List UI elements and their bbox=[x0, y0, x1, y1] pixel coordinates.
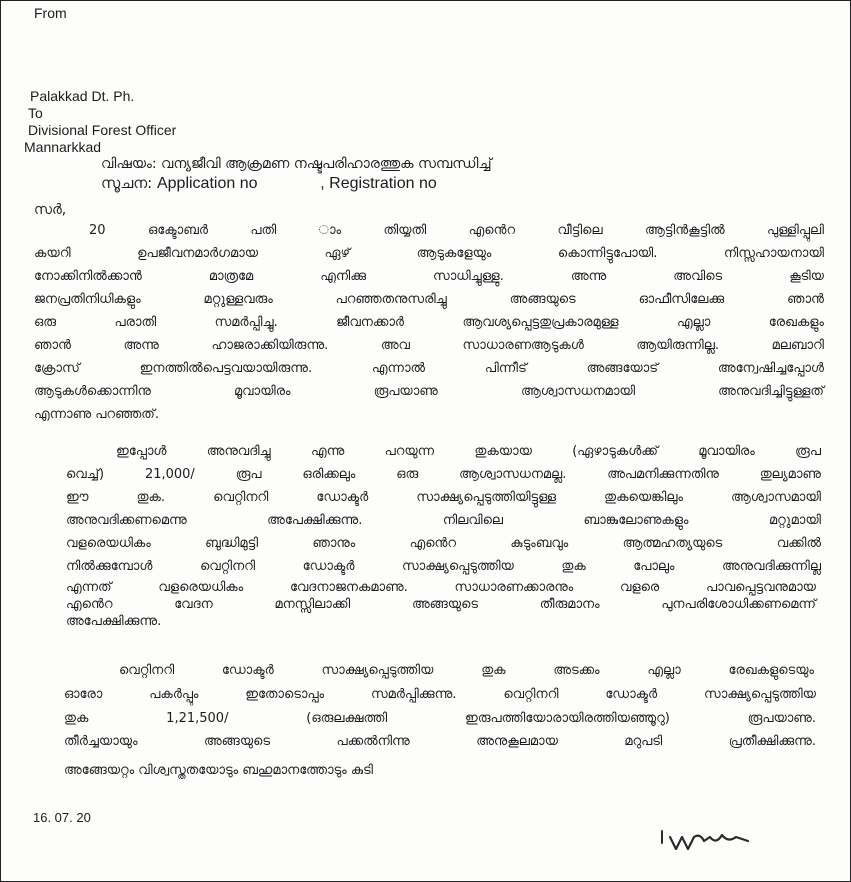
closing-line: അങ്ങേയറ്റം വിശ്വസ്തതയോടും ബഹുമാനത്തോടും കുടി bbox=[64, 763, 374, 778]
word: ആശ്വാസമായി bbox=[731, 490, 821, 505]
paragraph-line bbox=[66, 489, 821, 506]
word: അങ്ങയുടെ bbox=[509, 292, 576, 307]
word: (ഏഴാടുകൾക്ക് bbox=[572, 444, 658, 459]
registration-number-label: , Registration no bbox=[320, 175, 437, 192]
word: അന്നു bbox=[123, 338, 159, 353]
word: ക്രോസ് bbox=[34, 361, 80, 376]
word: അങ്ങയോട് bbox=[586, 361, 659, 376]
word: അനുവദിക്കുന്നില്ല bbox=[722, 559, 821, 574]
word: രൂപ bbox=[235, 467, 262, 482]
word: കൂടിയ bbox=[789, 269, 824, 284]
word: ആടുകൾക്കൊന്നിനു bbox=[34, 384, 151, 399]
word: വേദനാജനകമാണു. bbox=[289, 580, 408, 595]
paragraph-line: എന്നാണു പറഞ്ഞത്. bbox=[34, 407, 159, 422]
word: എന്നത് bbox=[66, 580, 112, 595]
word: പരാതി bbox=[114, 315, 157, 330]
word: ജനപ്രതിനിധികളും bbox=[34, 292, 141, 307]
word: അനുകൂലമായ bbox=[476, 734, 558, 749]
word: സാക്ഷ്യപ്പെടുത്തിയിട്ടുള്ള bbox=[416, 490, 557, 505]
word: കുടുംബവും bbox=[510, 536, 569, 551]
word: പോലും bbox=[633, 559, 675, 574]
paragraph-line bbox=[34, 383, 824, 400]
word: തിയ്യതി bbox=[383, 223, 427, 238]
paragraph-line bbox=[34, 245, 824, 262]
word: തീർച്ചയായും bbox=[64, 734, 138, 749]
from-label: From bbox=[34, 5, 67, 21]
subject-line: വിഷയം: വന്യജീവി ആക്രമണ നഷ്ടപരിഹാരത്തുക സമ്പന്ധിച്ച് bbox=[101, 156, 492, 172]
reference-line bbox=[101, 175, 437, 192]
word: ാം bbox=[318, 223, 342, 238]
word: വെറ്റിനറി bbox=[503, 687, 559, 702]
word: അനുവദിക്കണമെന്നു bbox=[66, 513, 187, 528]
word: സമർപ്പിച്ചു. bbox=[214, 315, 278, 330]
word: സാക്ഷ്യപ്പെടുത്തിയ bbox=[321, 663, 434, 678]
paragraph-line bbox=[66, 466, 821, 483]
word: വീട്ടിലെ bbox=[557, 223, 603, 238]
word: ഡോക്ടർ bbox=[316, 490, 369, 505]
word: പറയുന്ന bbox=[384, 444, 435, 459]
word: അന്നു bbox=[570, 269, 607, 284]
word: പാവപ്പെട്ടവനുമായ bbox=[706, 580, 816, 595]
word: 20 bbox=[89, 223, 106, 238]
letter-date: 16. 07. 20 bbox=[33, 810, 91, 825]
word: മാത്രമേ bbox=[208, 269, 254, 284]
word: പ്രതീക്ഷിക്കുന്നു. bbox=[728, 734, 816, 749]
word: പകർപ്പും bbox=[149, 687, 199, 702]
word: നിലവിലെ bbox=[442, 513, 503, 528]
paragraph-line bbox=[64, 733, 816, 750]
word: വേദന bbox=[174, 597, 213, 612]
word: ഞാൻ bbox=[787, 292, 824, 307]
word: ഒക്ടോബർ bbox=[147, 223, 208, 238]
word: തുക. bbox=[136, 490, 166, 505]
word: രൂപയാണു. bbox=[747, 711, 816, 726]
word: ജീവനക്കാർ bbox=[336, 315, 405, 330]
paragraph-line bbox=[66, 512, 821, 529]
word: ഒരിക്കലും bbox=[302, 467, 356, 482]
word: അങ്ങയുടെ bbox=[204, 734, 271, 749]
paragraph-line bbox=[119, 662, 814, 679]
word: നിസ്സഹായനായി bbox=[723, 246, 824, 261]
paragraph-line bbox=[66, 535, 821, 552]
word: ഇപ്പോൾ bbox=[116, 444, 167, 459]
word: മനസ്സിലാക്കി bbox=[274, 597, 351, 612]
word: വളരെയധികം bbox=[158, 580, 244, 595]
word: കൊന്നിട്ടുപോയി. bbox=[557, 246, 658, 261]
salutation: സർ, bbox=[34, 202, 67, 218]
paragraph-line bbox=[34, 314, 824, 331]
word: 1,21,500/ bbox=[166, 711, 229, 726]
word: തുകയെങ്കിലും bbox=[604, 490, 683, 505]
word: മലബാറി bbox=[771, 338, 824, 353]
word: എന്നു bbox=[310, 444, 345, 459]
word: ആവശ്യപ്പെട്ടതുപ്രകാരമുള്ള bbox=[462, 315, 619, 330]
application-number-label: Application no bbox=[156, 175, 258, 192]
word: പിന്നീട് bbox=[484, 361, 527, 376]
word: മറ്റുമായി bbox=[768, 513, 821, 528]
word: ഏഴ് bbox=[324, 246, 351, 261]
word: തീരുമാനം bbox=[539, 597, 600, 612]
word: അപേക്ഷിക്കുന്നു. bbox=[267, 513, 363, 528]
word: ഒരു bbox=[396, 467, 419, 482]
word: ഓരോ bbox=[64, 687, 103, 702]
word: ആയിരുന്നില്ല. bbox=[636, 338, 720, 353]
word: എനിക്കു bbox=[320, 269, 367, 284]
word: സാക്ഷ്യപ്പെടുത്തിയ bbox=[704, 687, 816, 702]
word: ഒരു bbox=[34, 315, 57, 330]
to-label: To bbox=[28, 105, 43, 121]
reference-prefix: സൂചന: bbox=[101, 174, 153, 192]
sender-name: Palakkad Dt. Ph. bbox=[30, 88, 135, 104]
word: അവിടെ bbox=[673, 269, 723, 284]
word: സാധിച്ചുള്ളു. bbox=[433, 269, 504, 284]
word: എല്ലാ bbox=[677, 315, 711, 330]
word: മൂവായിരം bbox=[698, 444, 755, 459]
paragraph-line bbox=[64, 686, 816, 703]
word: അനുവദിച്ചിട്ടുള്ളത് bbox=[718, 384, 824, 399]
word: (ഒരുലക്ഷത്തി bbox=[306, 711, 388, 726]
word: ഞാൻ bbox=[34, 338, 71, 353]
word: വക്കിൽ bbox=[776, 536, 821, 551]
word: ഈ bbox=[66, 490, 89, 505]
word: ഡോക്ടർ bbox=[605, 687, 658, 702]
word: രേഖകളുടെയും bbox=[728, 663, 814, 678]
word: ഉപജീവനമാർഗമായ bbox=[137, 246, 259, 261]
word: ഹാജരാക്കിയിരുന്നു. bbox=[211, 338, 329, 353]
word: അപമനിക്കുന്നതിനു bbox=[607, 467, 719, 482]
word: ഇനത്തിൽപെട്ടവയായിരുന്നു. bbox=[139, 361, 313, 376]
word: സാധാരണആടുകൾ bbox=[462, 338, 584, 353]
word: അന്വേഷിച്ചപ്പോൾ bbox=[717, 361, 824, 376]
word: പക്കൽനിന്നു bbox=[336, 734, 410, 749]
word: വെറ്റിനറി bbox=[213, 490, 269, 505]
paragraph-line bbox=[89, 222, 824, 239]
paragraph-line bbox=[34, 291, 824, 308]
word: ആട്ടിൻകൂട്ടിൽ bbox=[645, 223, 725, 238]
word: ഇരുപത്തിയോരായിരത്തിയഞ്ഞൂറു) bbox=[464, 711, 670, 726]
word: ഡോക്ടർ bbox=[221, 663, 274, 678]
word: സാധാരണക്കാരനും bbox=[454, 580, 574, 595]
word: അങ്ങയുടെ bbox=[411, 597, 479, 612]
word: സാക്ഷ്യപ്പെടുത്തിയ bbox=[401, 559, 514, 574]
paragraph-line bbox=[34, 360, 824, 377]
word: പതി bbox=[250, 223, 277, 238]
word: തുക bbox=[481, 663, 506, 678]
paragraph-line bbox=[34, 268, 824, 285]
word: ഓഫീസിലേക്കു bbox=[638, 292, 725, 307]
word: രേഖകളും bbox=[768, 315, 824, 330]
word: മറുപടി bbox=[624, 734, 663, 749]
paragraph-line bbox=[66, 558, 821, 575]
word: എല്ലാ bbox=[647, 663, 681, 678]
word: രൂപ bbox=[795, 444, 821, 459]
paragraph-line bbox=[66, 579, 816, 596]
word: അവ bbox=[380, 338, 410, 353]
word: ആശ്വാസധനമല്ല. bbox=[459, 467, 567, 482]
word: ബുദ്ധിമുട്ടി bbox=[205, 536, 259, 551]
paragraph-line: അപേക്ഷിക്കുന്നു. bbox=[66, 614, 162, 629]
word: മറ്റുള്ളവരും bbox=[203, 292, 273, 307]
word: ആത്മഹത്യയുടെ bbox=[622, 536, 723, 551]
word: പുനപരിശോധിക്കണമെന്ന് bbox=[661, 597, 816, 612]
word: തുക bbox=[561, 559, 586, 574]
word: ബാങ്കുലോണുകളും bbox=[583, 513, 689, 528]
word: ആശ്വാസധനമായി bbox=[520, 384, 636, 399]
word: തുക bbox=[64, 711, 89, 726]
word: പറഞ്ഞതനുസരിച്ചു bbox=[335, 292, 447, 307]
word: എന്നാൽ bbox=[371, 361, 426, 376]
word: ഡോക്ടർ bbox=[302, 559, 355, 574]
signature-mark bbox=[656, 827, 776, 867]
recipient-title: Divisional Forest Officer bbox=[28, 122, 177, 138]
paragraph-line bbox=[116, 443, 821, 460]
word: കയറി bbox=[34, 246, 71, 261]
paragraph-line bbox=[64, 710, 816, 727]
word: തുകയായ bbox=[474, 444, 532, 459]
word: അനുവദിച്ചു bbox=[206, 444, 271, 459]
word: മൂവായിരം bbox=[233, 384, 291, 399]
word: ഇതോടൊപ്പം bbox=[245, 687, 325, 702]
word: നോക്കിനിൽക്കാൻ bbox=[34, 269, 142, 284]
word: തുല്യമാണു bbox=[759, 467, 821, 482]
word: എൻെറ bbox=[409, 536, 457, 551]
word: എൻെറ bbox=[468, 223, 516, 238]
word: അടക്കം bbox=[553, 663, 600, 678]
paragraph-line bbox=[34, 337, 824, 354]
word: വളരെയധികം bbox=[66, 536, 151, 551]
word: വളരെ bbox=[619, 580, 660, 595]
word: 21,000/ bbox=[144, 467, 195, 482]
word: വെറ്റിനറി bbox=[199, 559, 256, 574]
word: ഞാനും bbox=[312, 536, 356, 551]
word: രൂപയാണു bbox=[373, 384, 438, 399]
word: എൻെറ bbox=[66, 597, 113, 612]
word: നിൽക്കുമ്പോൾ bbox=[66, 559, 153, 574]
paragraph-line bbox=[66, 596, 816, 613]
word: പുള്ളിപ്പുലി bbox=[767, 223, 824, 238]
word: സമർപ്പിക്കുന്നു. bbox=[370, 687, 457, 702]
word: വെച്ച്) bbox=[66, 467, 105, 482]
word: ആടുകളേയും bbox=[416, 246, 492, 261]
recipient-place: Mannarkkad bbox=[24, 139, 102, 155]
word: വെറ്റിനറി bbox=[119, 663, 175, 678]
